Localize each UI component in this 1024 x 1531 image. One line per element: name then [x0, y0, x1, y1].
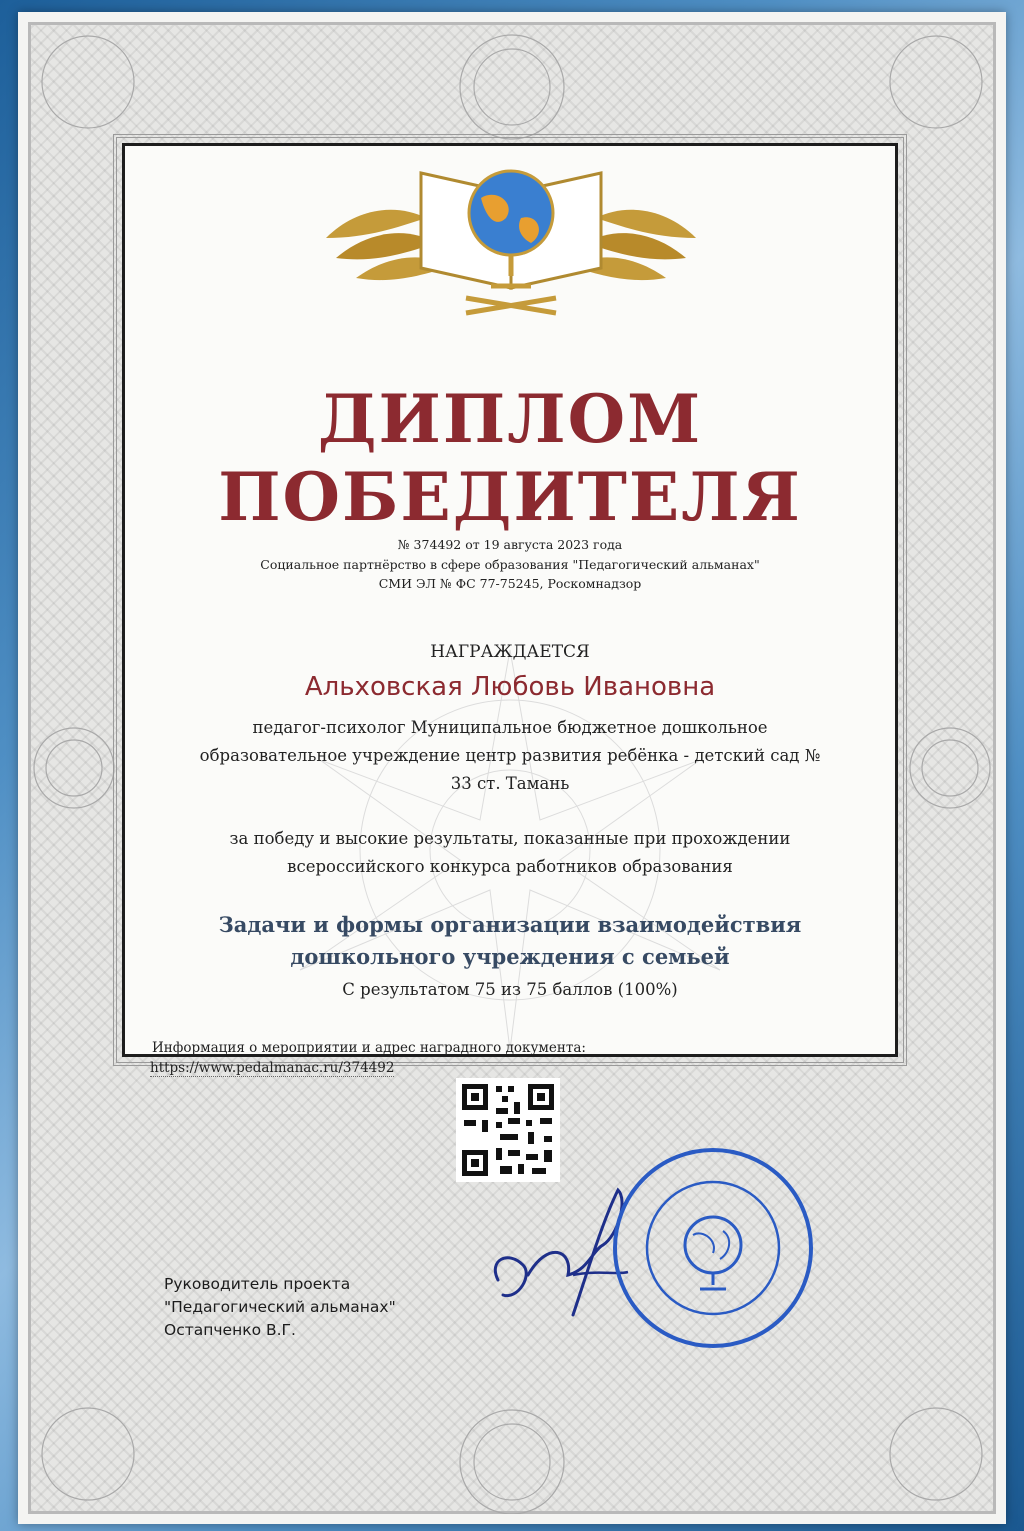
recipient-position-line: 33 ст. Тамань	[450, 774, 570, 793]
signatory-name: Остапченко В.Г.	[164, 1321, 296, 1339]
recipient-name: Альховская Любовь Ивановна	[304, 672, 716, 702]
signatory-title: Руководитель проекта	[164, 1275, 351, 1293]
diploma-title-line1: ДИПЛОМ	[317, 380, 703, 458]
contest-title-line: Задачи и формы организации взаимодействия	[218, 912, 802, 937]
globe-book-laurel-emblem-icon	[316, 158, 706, 318]
info-url-link[interactable]: https://www.pedalmanac.ru/374492	[150, 1060, 395, 1076]
recipient-position-line: педагог-психолог Муниципальное бюджетное дошкольное	[252, 718, 768, 737]
result-line: С результатом 75 из 75 баллов (100%)	[342, 980, 678, 999]
organization-line: Социальное партнёрство в сфере образования "Педагогический альманах"	[260, 557, 760, 572]
diploma-title-line2: ПОБЕДИТЕЛЯ	[218, 458, 802, 536]
info-label: Информация о мероприятии и адрес наградного документа:	[152, 1040, 586, 1056]
qr-code-icon	[456, 1078, 560, 1182]
reason-line: всероссийского конкурса работников образования	[287, 857, 733, 876]
contest-title-line: дошкольного учреждения с семьей	[290, 944, 730, 969]
recipient-position-line: образовательное учреждение центр развития ребёнка - детский сад №	[199, 746, 821, 765]
registration-line: СМИ ЭЛ № ФС 77-75245, Роскомнадзор	[378, 576, 642, 591]
signatory-project: "Педагогический альманах"	[164, 1298, 396, 1316]
awarded-label: НАГРАЖДАЕТСЯ	[430, 642, 590, 662]
globe-stamp-icon	[608, 1143, 818, 1353]
diploma-number: № 374492 от 19 августа 2023 года	[397, 537, 623, 552]
reason-line: за победу и высокие результаты, показанные при прохождении	[229, 829, 791, 848]
